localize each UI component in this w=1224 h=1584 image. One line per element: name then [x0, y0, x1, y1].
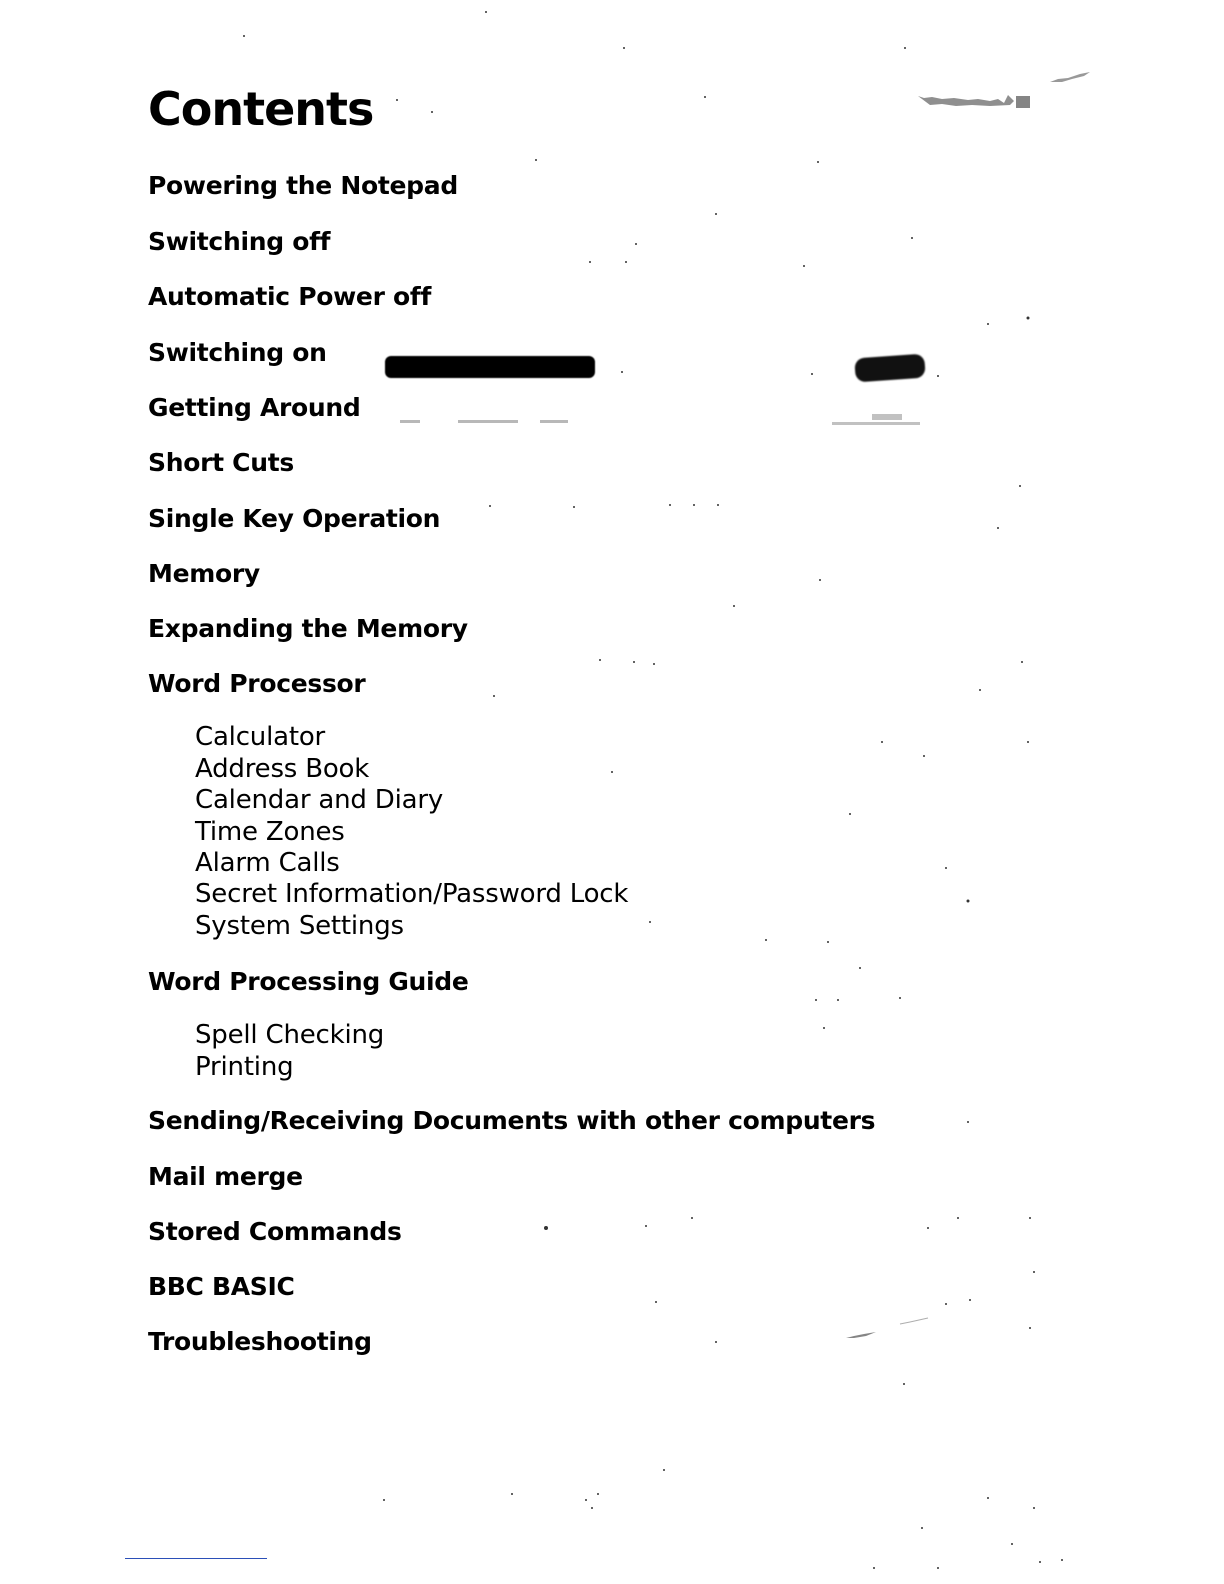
toc-entry-short-cuts: Short Cuts [148, 448, 294, 477]
toc-subentry-calculator: Calculator [195, 722, 326, 752]
footer-rule [125, 1558, 267, 1559]
page-title: Contents [148, 82, 374, 136]
toc-subentry-secret-information: Secret Information/Password Lock [195, 879, 629, 909]
toc-entry-single-key-operation: Single Key Operation [148, 504, 441, 533]
toc-subentry-printing: Printing [195, 1052, 294, 1082]
toc-entry-word-processing-guide: Word Processing Guide [148, 967, 469, 996]
toc-entry-stored-commands: Stored Commands [148, 1217, 402, 1246]
toc-entry-automatic-power-off: Automatic Power off [148, 282, 432, 311]
toc-subentry-calendar-and-diary: Calendar and Diary [195, 785, 444, 815]
toc-entry-expanding-the-memory: Expanding the Memory [148, 614, 468, 643]
toc-entry-memory: Memory [148, 559, 260, 588]
toc-subentry-time-zones: Time Zones [195, 817, 345, 847]
toc-entry-powering-the-notepad: Powering the Notepad [148, 171, 458, 200]
toc-entry-mail-merge: Mail merge [148, 1162, 303, 1191]
toc-entry-switching-on: Switching on [148, 338, 327, 367]
toc-subentry-address-book: Address Book [195, 754, 370, 784]
toc-subentry-system-settings: System Settings [195, 911, 404, 941]
toc-entry-sending-receiving-documents: Sending/Receiving Documents with other computers [148, 1106, 876, 1135]
toc-subentry-alarm-calls: Alarm Calls [195, 848, 340, 878]
toc-entry-troubleshooting: Troubleshooting [148, 1327, 372, 1356]
toc-entry-getting-around: Getting Around [148, 393, 361, 422]
toc-entry-switching-off: Switching off [148, 227, 331, 256]
toc-entry-bbc-basic: BBC BASIC [148, 1272, 295, 1301]
toc-entry-word-processor: Word Processor [148, 669, 366, 698]
toc-subentry-spell-checking: Spell Checking [195, 1020, 385, 1050]
